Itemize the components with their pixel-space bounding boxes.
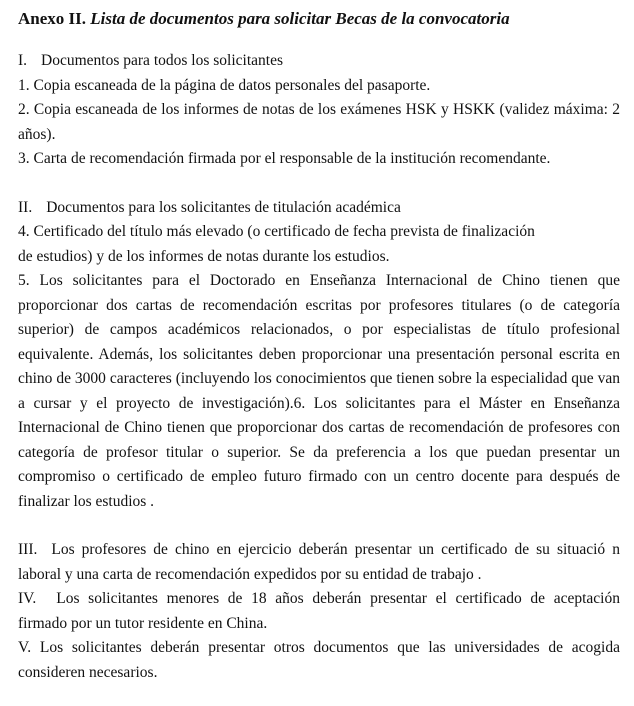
spacer: [18, 172, 620, 196]
annex-label: Anexo II.: [18, 9, 87, 28]
item-2: 2. Copia escaneada de los informes de notas de los exámenes HSK y HSKK (validez máxima: 2 años).: [18, 101, 620, 143]
section-1-heading-text: Documentos para todos los solicitantes: [41, 52, 283, 69]
item-4-line-2: de estudios) y de los informes de notas durante los estudios.: [18, 247, 390, 265]
section-3-numeral: III.: [18, 541, 38, 558]
item-5-6: 5. Los solicitantes para el Doctorado en Enseñanza Internacional de Chino tienen que proporcionar dos cartas de recomendación escritas por profesores titulares (o de categoría superior) de campos académicos relacionados, o por especialistas de título profesional equivalente. Además, los solicitantes deben proporcionar una presentación personal escrita en chino de 3000 caracteres (incluyendo los conocimientos que tienen sobre la especialidad que van a cursar y el proyecto de investigación).6. Los solicitantes para el Máster en Enseñanza Internacional de Chino tienen que proporcionar dos cartas de recomendación de profesores con categoría de profesor titular o superior. Se da preferencia a los que puedan presentar un compromiso o certificado de empleo futuro firmado con un centro docente para después de finalizar los estudios .: [18, 272, 620, 510]
section-1-numeral: I.: [18, 52, 28, 69]
annex-subtitle: Lista de documentos para solicitar Becas de la convocatoria: [90, 9, 510, 28]
section-5: V. Los solicitantes deberán presentar otros documentos que las universidades de acogida consideren necesarios.: [18, 639, 620, 681]
item-1: 1. Copia escaneada de la página de datos personales del pasaporte.: [18, 76, 431, 94]
section-2-numeral: II.: [18, 198, 33, 216]
item-3: 3. Carta de recomendación firmada por el responsable de la institución recomendante.: [18, 150, 551, 167]
section-2-heading-text: Documentos para los solicitantes de titulación académica: [46, 198, 401, 216]
item-4-line-1: 4. Certificado del título más elevado (o certificado de fecha prevista de finalización: [18, 223, 535, 240]
section-2-heading: [18, 196, 620, 221]
section-1-heading: [18, 49, 620, 74]
section-3-text: Los profesores de chino en ejercicio deberán presentar un certificado de su situació n laboral y una carta de recomendación expedidos por su entidad de trabajo .: [18, 541, 620, 583]
section-4-numeral: IV.: [18, 590, 37, 607]
section-3: [18, 538, 620, 587]
spacer: [18, 514, 620, 538]
section-4: [18, 587, 620, 636]
section-4-text: Los solicitantes menores de 18 años deberán presentar el certificado de aceptación firmado por un tutor residente en China.: [18, 590, 620, 632]
annex-title: [18, 8, 620, 30]
